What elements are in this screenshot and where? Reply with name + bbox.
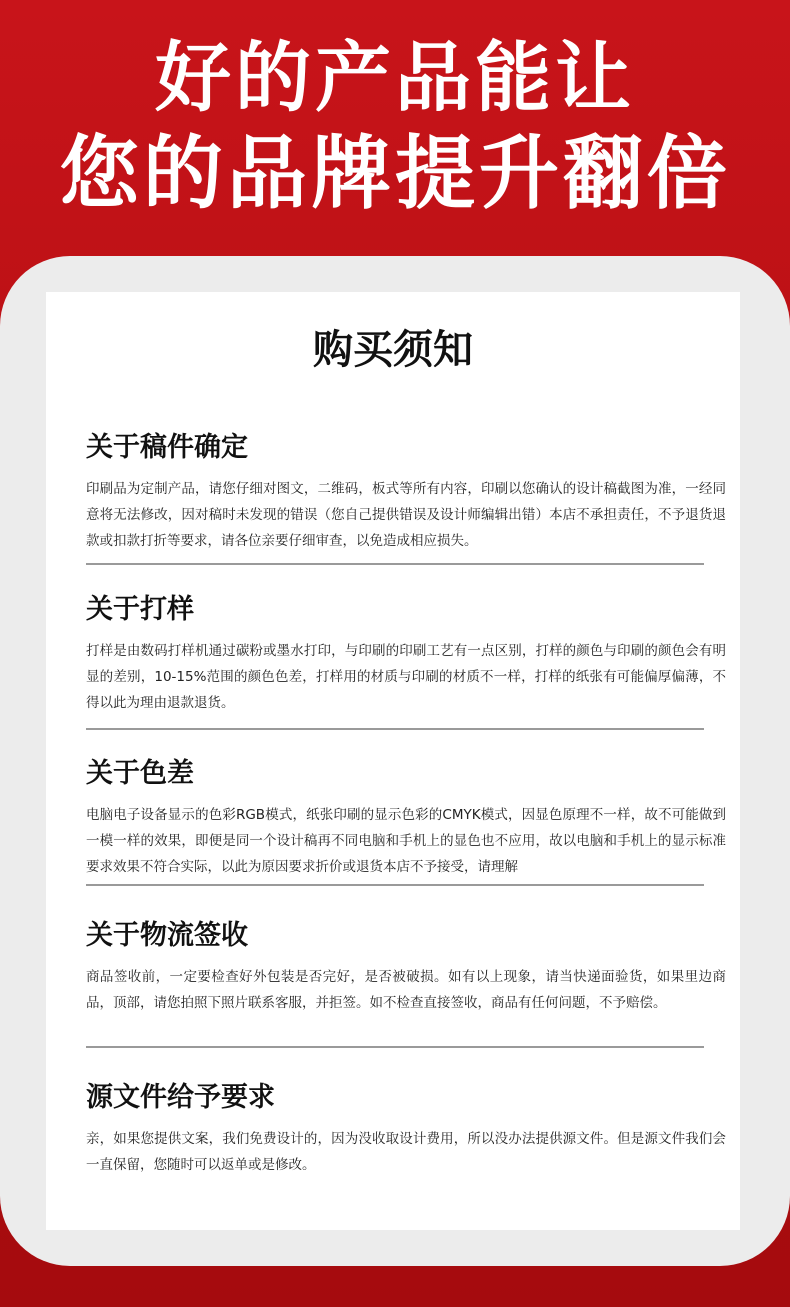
section-draft-confirmation bbox=[86, 428, 726, 554]
section-divider bbox=[86, 884, 704, 886]
headline-line-2: 您的品牌提升翻倍 bbox=[59, 127, 731, 220]
section-body: 印刷品为定制产品，请您仔细对图文，二维码，板式等所有内容，印刷以您确认的设计稿截图为准，一经同意将无法修改，因对稿时未发现的错误（您自己提供错误及设计师编辑出错）本店不承担责任，不予退货退款或扣款打折等要求，请各位亲要仔细审查，以免造成相应损失。 bbox=[86, 481, 726, 549]
headline-line-1: 好的产品能让 bbox=[155, 33, 635, 122]
section-heading: 关于色差 bbox=[86, 758, 194, 789]
purchase-notice-card bbox=[46, 292, 740, 1230]
section-proofing bbox=[86, 590, 726, 716]
section-divider bbox=[86, 1046, 704, 1048]
section-body: 商品签收前，一定要检查好外包装是否完好，是否被破损。如有以上现象，请当快递面验货，如果里边商品，顶部，请您拍照下照片联系客服，并拒签。如不检查直接签收，商品有任何问题，不予赔偿。 bbox=[86, 969, 726, 1011]
section-body: 电脑电子设备显示的色彩RGB模式，纸张印刷的显示色彩的CMYK模式，因显色原理不一样，故不可能做到一模一样的效果，即便是同一个设计稿再不同电脑和手机上的显色也不应用，故以电脑和手机上的显示标准要求效果不符合实际，以此为原因要求折价或退货本店不予接受，请理解 bbox=[86, 807, 726, 875]
section-heading: 关于稿件确定 bbox=[86, 432, 248, 463]
section-source-files bbox=[86, 1078, 726, 1178]
section-color-difference bbox=[86, 754, 726, 880]
section-body: 打样是由数码打样机通过碳粉或墨水打印，与印刷的印刷工艺有一点区别，打样的颜色与印刷的颜色会有明显的差别，10-15%范围的颜色色差，打样用的材质与印刷的材质不一样，打样的纸张有可能偏厚偏薄，不得以此为理由退款退货。 bbox=[86, 643, 726, 711]
section-heading: 关于物流签收 bbox=[86, 920, 248, 951]
card-title: 购买须知 bbox=[313, 327, 473, 373]
section-heading: 源文件给予要求 bbox=[86, 1082, 275, 1113]
section-divider bbox=[86, 563, 704, 565]
section-heading: 关于打样 bbox=[86, 594, 194, 625]
section-body: 亲，如果您提供文案，我们免费设计的，因为没收取设计费用，所以没办法提供源文件。但是源文件我们会一直保留，您随时可以返单或是修改。 bbox=[86, 1131, 726, 1173]
section-divider bbox=[86, 728, 704, 730]
section-delivery-signoff bbox=[86, 916, 726, 1016]
